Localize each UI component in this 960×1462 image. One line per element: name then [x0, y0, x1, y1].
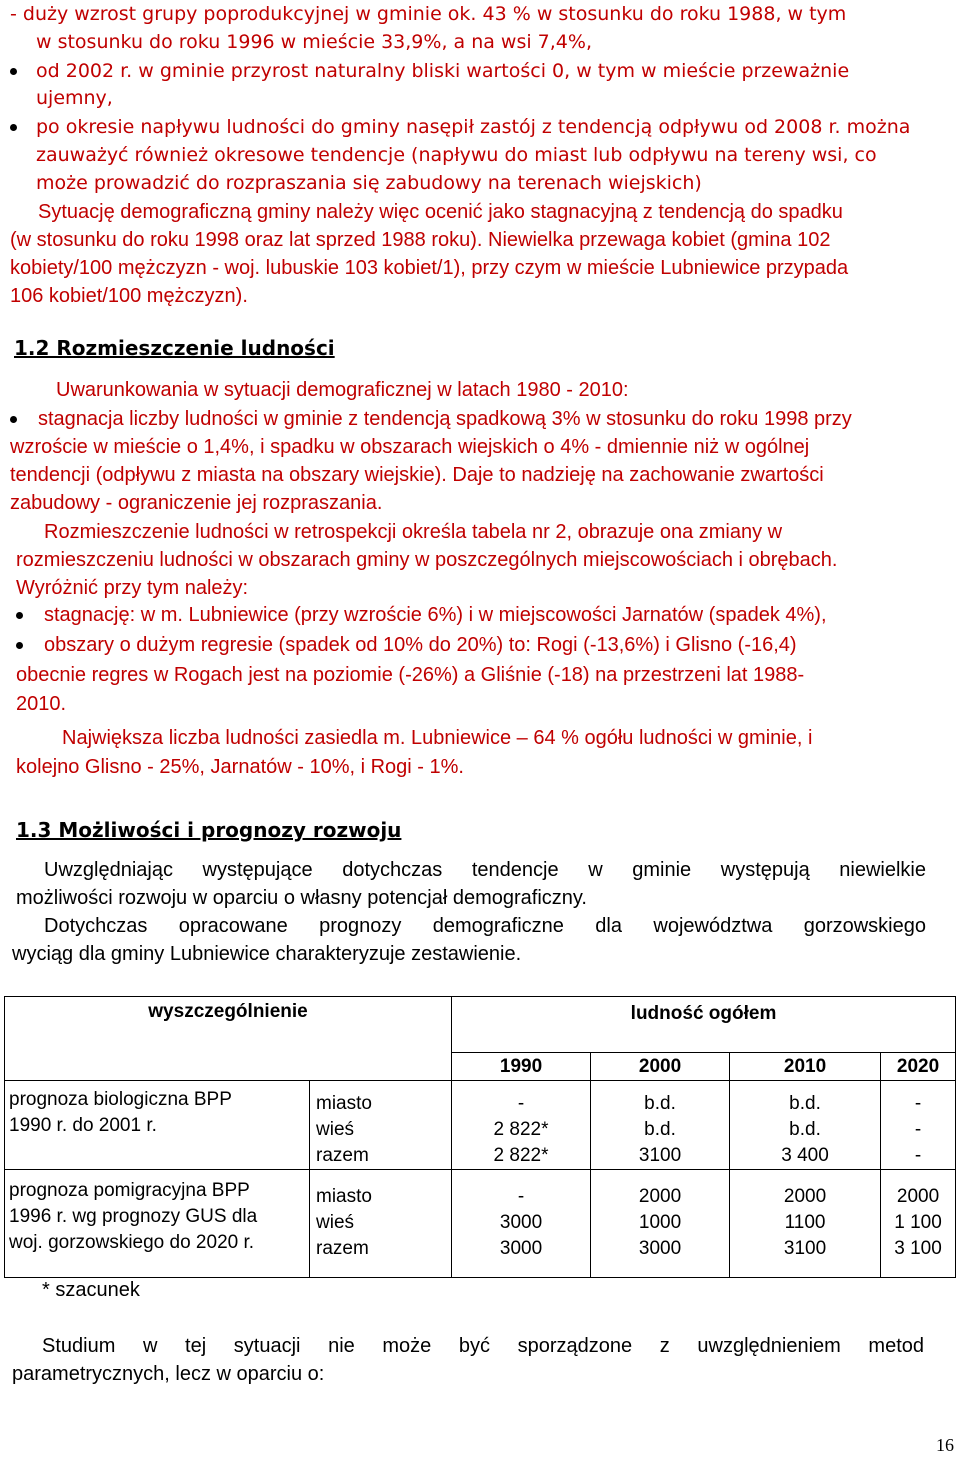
bullet-text: ujemny,: [36, 87, 113, 109]
cell-2000: b.d. b.d. 3100: [591, 1081, 730, 1170]
table-row: [5, 1081, 956, 1170]
row-kinds: miasto wieś razem: [310, 1170, 452, 1278]
paragraph-line: Uwzględniając występujące dotychczas tendencje w gminie występują niewielkie: [44, 859, 926, 881]
bullet-text: zabudowy - ograniczenie jej rozpraszania.: [10, 492, 383, 514]
row-label: prognoza biologiczna BPP 1990 r. do 2001 r.: [5, 1081, 310, 1170]
paragraph-line: kobiety/100 mężczyzn - woj. lubuskie 103 kobiet/1), przy czym w mieście Lubniewice przypada: [10, 257, 849, 279]
bullet-text: od 2002 r. w gminie przyrost naturalny bliski wartości 0, w tym w mieście przeważnie: [36, 60, 850, 82]
header-specification: wyszczególnienie: [5, 997, 452, 1081]
paragraph-line: (w stosunku do roku 1998 oraz lat sprzed 1988 roku). Niewielka przewaga kobiet (gmina 102: [10, 229, 831, 251]
year-header: 1990: [452, 1053, 591, 1081]
row-kinds: miasto wieś razem: [310, 1081, 452, 1170]
table-row: [5, 1170, 956, 1278]
bullet-icon: [10, 124, 17, 131]
paragraph-line: rozmieszczeniu ludności w obszarach gminy w poszczególnych miejscowościach i obrębach.: [16, 549, 838, 571]
year-header: 2010: [730, 1053, 881, 1081]
bullet-text: zauważyć również okresowe tendencje (napływu do miast lub odpływu na tereny wsi, co: [36, 144, 877, 166]
paragraph-line: Wyróżnić przy tym należy:: [16, 577, 249, 599]
bullet-text: może prowadzić do rozpraszania się zabudowy na terenach wiejskich): [36, 172, 702, 194]
cell-1990: - 3000 3000: [452, 1170, 591, 1278]
bullet-text: po okresie napływu ludności do gminy nasępił zastój z tendencją odpływu od 2008 r. można: [36, 116, 911, 138]
closing-line: Studium w tej sytuacji nie może być sporządzone z uwzględnieniem metod: [42, 1335, 924, 1357]
cell-2020: 2000 1 100 3 100: [881, 1170, 956, 1278]
paragraph-line: możliwości rozwoju w oparciu o własny potencjał demograficzny.: [16, 887, 587, 909]
footnote: * szacunek: [42, 1279, 140, 1301]
paragraph-line: kolejno Glisno - 25%, Jarnatów - 10%, i Rogi - 1%.: [16, 756, 464, 778]
list-item: obszary o dużym regresie (spadek od 10% do 20%) to: Rogi (-13,6%) i Glisno (-16,4): [44, 634, 797, 656]
bullet-text: wzroście w mieście o 1,4%, i spadku w obszarach wiejskich o 4% - dmiennie niż w ogólnej: [10, 436, 810, 458]
cell-2020: - - -: [881, 1081, 956, 1170]
header-population: ludność ogółem: [452, 997, 956, 1053]
subheading: Uwarunkowania w sytuacji demograficznej w latach 1980 - 2010:: [56, 379, 629, 401]
bullet-icon: [10, 68, 17, 75]
list-item: stagnację: w m. Lubniewice (przy wzroście 6%) i w miejscowości Jarnatów (spadek 4%),: [44, 604, 827, 626]
row-label: prognoza pomigracyjna BPP 1996 r. wg prognozy GUS dla woj. gorzowskiego do 2020 r.: [5, 1170, 310, 1278]
bullet-text: stagnacja liczby ludności w gminie z tendencją spadkową 3% w stosunku do roku 1998 przy: [38, 408, 852, 430]
bullet-text: tendencji (odpływu z miasta na obszary wiejskie). Daje to nadzieję na zachowanie zwartości: [10, 464, 824, 486]
section-heading: 1.2 Rozmieszczenie ludności: [14, 336, 335, 360]
paragraph-line: Sytuację demograficzną gminy należy więc ocenić jako stagnacyjną z tendencją do spadku: [38, 201, 843, 223]
intro-line-1: - duży wzrost grupy poprodukcyjnej w gminie ok. 43 % w stosunku do roku 1988, w tym: [10, 3, 847, 25]
forecast-table: [4, 996, 956, 1278]
closing-line: parametrycznych, lecz w oparciu o:: [12, 1363, 325, 1385]
cell-1990: - 2 822* 2 822*: [452, 1081, 591, 1170]
bullet-icon: [16, 642, 23, 649]
year-header: 2000: [591, 1053, 730, 1081]
page-number: 16: [936, 1435, 954, 1455]
paragraph-line: Rozmieszczenie ludności w retrospekcji określa tabela nr 2, obrazuje ona zmiany w: [44, 521, 783, 543]
year-header: 2020: [881, 1053, 956, 1081]
section-heading: 1.3 Możliwości i prognozy rozwoju: [16, 818, 402, 842]
paragraph-line: Największa liczba ludności zasiedla m. Lubniewice – 64 % ogółu ludności w gminie, i: [62, 727, 813, 749]
cell-2010: b.d. b.d. 3 400: [730, 1081, 881, 1170]
intro-line-2: w stosunku do roku 1996 w mieście 33,9%, a na wsi 7,4%,: [36, 31, 592, 53]
bullet-icon: [16, 612, 23, 619]
list-item: 2010.: [16, 693, 67, 715]
cell-2000: 2000 1000 3000: [591, 1170, 730, 1278]
bullet-icon: [10, 416, 17, 423]
paragraph-line: Dotychczas opracowane prognozy demograficzne dla województwa gorzowskiego: [44, 915, 926, 937]
paragraph-line: wyciąg dla gminy Lubniewice charakteryzuje zestawienie.: [12, 943, 522, 965]
cell-2010: 2000 1100 3100: [730, 1170, 881, 1278]
paragraph-line: 106 kobiet/100 mężczyzn).: [10, 285, 248, 307]
list-item: obecnie regres w Rogach jest na poziomie (-26%) a Gliśnie (-18) na przestrzeni lat 1988-: [16, 664, 805, 686]
